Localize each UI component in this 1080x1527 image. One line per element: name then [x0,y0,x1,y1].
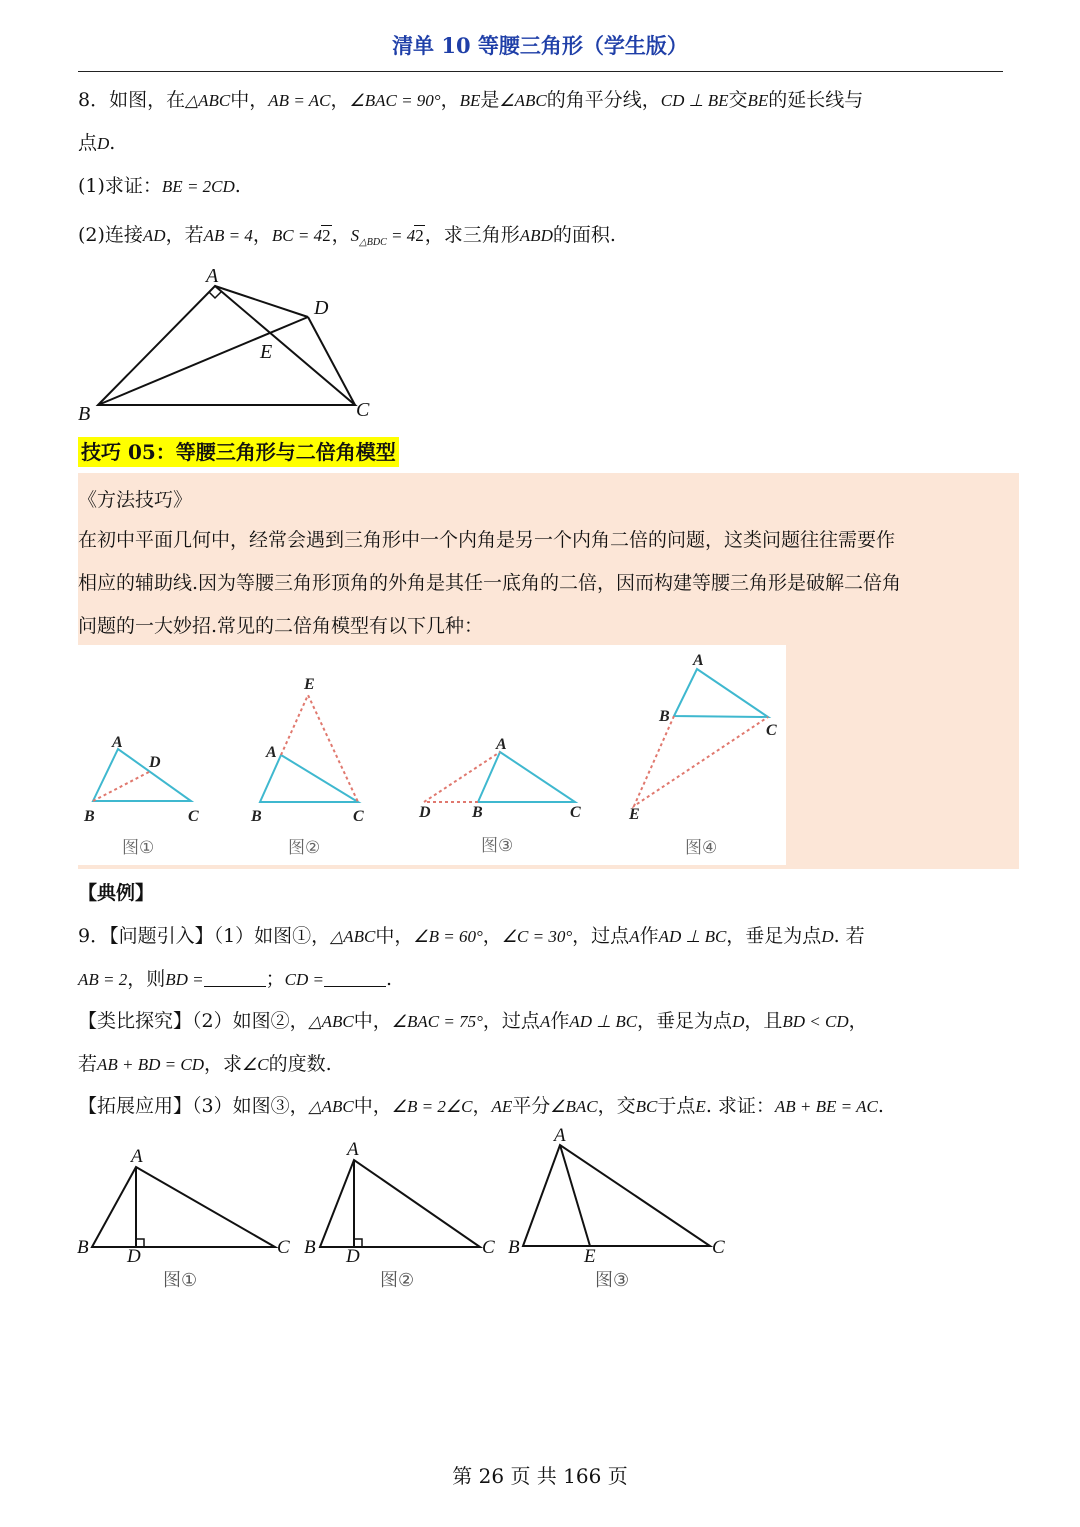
segment-ad [215,286,308,317]
segment-dc [308,317,355,405]
q9-line2: AB = 2，则BD = ；CD = . [78,968,393,990]
q9-f3-bisector [560,1145,590,1246]
q9-f3-label-e: E [584,1246,596,1267]
m4-dashed [634,716,768,806]
m3-label-d: D [419,804,431,821]
q9-f2-label-b: B [304,1237,316,1258]
q9-f1-caption: 图① [163,1270,198,1291]
q9-f2-label-d: D [346,1246,360,1267]
m2-label-a: A [266,744,277,761]
right-angle-mark [209,292,221,298]
m1-label-d: D [149,754,161,771]
m4-label-a: A [693,652,704,669]
m1-dashed-bd [93,772,149,801]
m4-label-b: B [659,708,670,725]
method-para-line3: 问题的一大妙招.常见的二倍角模型有以下几种： [78,615,484,637]
m2-triangle [260,755,358,802]
q9-f3-caption: 图③ [595,1270,630,1291]
m3-caption: 图③ [481,836,514,856]
model-figures [78,645,786,865]
method-heading: 《方法技巧》 [78,489,193,511]
q9-f1-label-d: D [127,1246,141,1267]
q9-line3: 【类比探究】（2）如图②，△ABC中，∠BAC = 75°，过点A作AD ⊥ BC，垂足为点D，且BD < CD， [78,1010,868,1032]
m3-label-b: B [472,804,483,821]
m2-dashed [281,695,358,802]
q8-line1: 8．如图，在△ABC中，AB = AC，∠BAC = 90°，BE是∠ABC的角平分线，CD ⊥ BE交BE的延长线与 [78,89,864,111]
q8-line2: 点D. [78,132,116,154]
m2-caption: 图② [288,838,321,858]
label-b: B [78,403,91,425]
q9-line1: 9．【问题引入】（1）如图①，△ABC中，∠B = 60°，∠C = 30°，过点A作AD ⊥ BC，垂足为点D. 若 [78,925,865,947]
label-e: E [260,341,273,363]
q9-f3-label-b: B [508,1237,520,1258]
bd-answer-blank[interactable] [204,970,266,987]
label-a: A [206,265,219,287]
m4-triangle [674,669,768,717]
q9-f2-label-a: A [347,1139,359,1160]
q9-f1-label-b: B [77,1237,89,1258]
m1-label-a: A [112,734,123,751]
model-figures-panel [78,645,786,865]
q9-f2-label-c: C [482,1237,495,1258]
m4-label-c: C [766,722,777,739]
m3-label-c: C [570,804,581,821]
q9-figures [70,1120,750,1300]
m2-label-e: E [304,676,315,693]
m2-label-c: C [353,808,364,825]
m3-label-a: A [496,736,507,753]
q9-f1-triangle [92,1167,275,1247]
m3-triangle [478,752,575,802]
q9-f2-triangle [320,1160,480,1247]
q9-f1-label-c: C [277,1237,290,1258]
q9-f1-label-a: A [131,1146,143,1167]
m1-label-c: C [188,808,199,825]
m1-label-b: B [84,808,95,825]
label-c: C [356,399,370,421]
q9-line4: 若AB + BD = CD，求∠C的度数. [78,1053,332,1075]
method-para-line2: 相应的辅助线.因为等腰三角形顶角的外角是其任一底角的二倍，因而构建等腰三角形是破解二倍角 [78,572,902,594]
example-heading: 【典例】 [78,882,155,904]
m4-caption: 图④ [685,838,718,858]
q9-line5: 【拓展应用】（3）如图③，△ABC中，∠B = 2∠C，AE平分∠BAC，交BC于点E. 求证：AB + BE = AC. [78,1095,884,1117]
tip05-title: 技巧 05：等腰三角形与二倍角模型 [78,437,399,467]
page-footer: 第 26 页 共 166 页 [452,1464,628,1488]
segment-bd [98,317,308,405]
m4-label-e: E [629,806,640,823]
label-d: D [314,297,329,319]
m2-label-b: B [251,808,262,825]
q9-f3-triangle [523,1145,710,1246]
q9-f3-label-a: A [554,1125,566,1146]
q9-f2-caption: 图② [380,1270,415,1291]
m1-caption: 图① [122,838,155,858]
header-rule [78,71,1003,72]
method-tips-box [78,473,1019,869]
cd-answer-blank[interactable] [324,970,386,987]
q8-part1: (1)求证：BE = 2CD. [78,175,241,197]
method-para-line1: 在初中平面几何中，经常会遇到三角形中一个内角是另一个内角二倍的问题，这类问题往往需要作 [78,529,896,551]
q8-figure [70,262,390,432]
q9-f3-label-c: C [712,1237,725,1258]
document-header: 清单 10 等腰三角形（学生版） [392,33,688,58]
q8-part2: (2)连接AD，若AB = 4，BC = 42，$S_{\triangle BDC} = 42$，求三角形ABD的面积. [78,224,616,248]
